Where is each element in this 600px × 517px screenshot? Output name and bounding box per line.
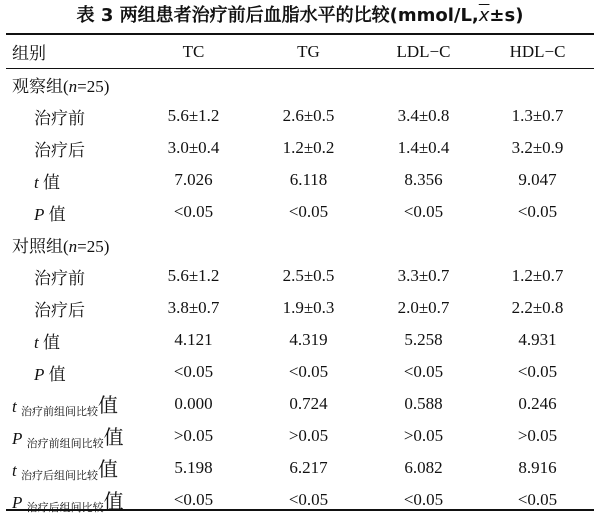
group-label-text: 观察组( [12, 76, 69, 96]
cell-tc: 4.121 [174, 330, 213, 349]
row-label [6, 356, 136, 388]
cell-tg: 6.217 [289, 458, 328, 477]
row-label-word: 值 [38, 172, 60, 192]
cell-tc: 3.8±0.7 [167, 298, 220, 317]
cell-ldl: 3.4±0.8 [397, 106, 450, 125]
header-group: 组别 [12, 44, 46, 63]
comparison-label [6, 420, 136, 452]
row-label: 治疗后 [34, 140, 85, 160]
header-tc: TC [182, 41, 205, 61]
comparison-symbol: t [12, 397, 17, 416]
comparison-subscript: 治疗后组间比较 [20, 470, 98, 482]
comparison-row [6, 484, 594, 516]
group-label-n: n [68, 76, 78, 96]
row-label [6, 324, 136, 356]
cell-tg: <0.05 [288, 202, 329, 221]
table-row [6, 292, 594, 324]
cell-hdl: 9.047 [518, 170, 557, 189]
row-label: 治疗前 [34, 268, 85, 288]
group-label-control [6, 228, 594, 260]
table-row [6, 100, 594, 132]
row-label-word: 值 [38, 332, 60, 352]
header-ldl: LDL−C [396, 41, 451, 61]
table-row [6, 260, 594, 292]
cell-tc: 3.0±0.4 [167, 138, 220, 157]
cell-ldl: <0.05 [403, 490, 444, 509]
cell-tg: 2.5±0.5 [282, 266, 335, 285]
cell-ldl: 0.588 [404, 394, 443, 413]
cell-tc: 5.6±1.2 [167, 106, 220, 125]
cell-hdl: 8.916 [518, 458, 557, 477]
comparison-symbol: P [12, 493, 23, 512]
table-row [6, 132, 594, 164]
cell-tc: 5.198 [174, 458, 213, 477]
group-label-count: =25) [77, 236, 110, 256]
cell-tc: 0.000 [174, 394, 213, 413]
cell-tg: 1.2±0.2 [282, 138, 335, 157]
cell-tg: 6.118 [289, 170, 328, 189]
row-label: 治疗前 [34, 108, 85, 128]
cell-hdl: 1.3±0.7 [511, 106, 564, 125]
group-label-n: n [68, 236, 78, 256]
cell-ldl: 8.356 [404, 170, 443, 189]
cell-ldl: <0.05 [403, 202, 444, 221]
header-row [6, 35, 594, 68]
row-label: 治疗后 [34, 300, 85, 320]
cell-tc: 7.026 [174, 170, 213, 189]
cell-ldl: 1.4±0.4 [397, 138, 450, 157]
cell-tg: 2.6±0.5 [282, 106, 335, 125]
comparison-symbol: P [12, 429, 23, 448]
group-row-control [6, 228, 594, 260]
comparison-word: 值 [97, 459, 118, 481]
row-label-symbol: t [34, 172, 39, 192]
cell-tg: 1.9±0.3 [282, 298, 335, 317]
title-suffix: ±s) [489, 5, 524, 26]
table-title [0, 0, 600, 32]
cell-tc: >0.05 [173, 426, 214, 445]
cell-hdl: >0.05 [517, 426, 558, 445]
title-prefix: 表 3 两组患者治疗前后血脂水平的比较(mmol/L, [76, 5, 479, 26]
row-label-symbol: P [34, 204, 45, 224]
comparison-word: 值 [103, 427, 124, 449]
header-hdl: HDL−C [509, 41, 566, 61]
lipid-comparison-table [6, 35, 594, 516]
cell-ldl: <0.05 [403, 362, 444, 381]
cell-tg: <0.05 [288, 490, 329, 509]
cell-tc: 5.6±1.2 [167, 266, 220, 285]
cell-hdl: 2.2±0.8 [511, 298, 564, 317]
table-row [6, 196, 594, 228]
cell-tc: <0.05 [173, 362, 214, 381]
cell-tg: 4.319 [289, 330, 328, 349]
comparison-subscript: 治疗前组间比较 [26, 438, 104, 450]
comparison-label [6, 484, 136, 516]
row-label-word: 值 [44, 204, 66, 224]
cell-ldl: 3.3±0.7 [397, 266, 450, 285]
comparison-symbol: t [12, 461, 17, 480]
cell-tc: <0.05 [173, 202, 214, 221]
comparison-row [6, 452, 594, 484]
cell-hdl: 3.2±0.9 [511, 138, 564, 157]
cell-hdl: <0.05 [517, 490, 558, 509]
comparison-row [6, 388, 594, 420]
cell-hdl: 0.246 [518, 394, 557, 413]
title-xbar: $\overline{x}$ [478, 5, 490, 26]
table-row [6, 324, 594, 356]
cell-hdl: <0.05 [517, 202, 558, 221]
cell-ldl: >0.05 [403, 426, 444, 445]
row-label-word: 值 [44, 364, 66, 384]
comparison-subscript: 治疗前组间比较 [20, 406, 98, 418]
row-label-symbol: t [34, 332, 39, 352]
group-label-observation [6, 68, 594, 100]
row-label [6, 196, 136, 228]
comparison-subscript: 治疗后组间比较 [26, 502, 104, 514]
group-label-count: =25) [77, 76, 110, 96]
cell-ldl: 2.0±0.7 [397, 298, 450, 317]
comparison-word: 值 [97, 395, 118, 417]
comparison-label [6, 388, 136, 420]
cell-tg: <0.05 [288, 362, 329, 381]
cell-ldl: 6.082 [404, 458, 443, 477]
comparison-label [6, 452, 136, 484]
row-label [6, 164, 136, 196]
header-tg: TG [297, 41, 320, 61]
cell-tc: <0.05 [173, 490, 214, 509]
cell-hdl: 4.931 [518, 330, 557, 349]
row-label-symbol: P [34, 364, 45, 384]
comparison-row [6, 420, 594, 452]
cell-hdl: <0.05 [517, 362, 558, 381]
cell-ldl: 5.258 [404, 330, 443, 349]
cell-tg: 0.724 [289, 394, 328, 413]
table-row [6, 356, 594, 388]
cell-hdl: 1.2±0.7 [511, 266, 564, 285]
table-row [6, 164, 594, 196]
cell-tg: >0.05 [288, 426, 329, 445]
group-row-observation [6, 68, 594, 100]
group-label-text: 对照组( [12, 236, 69, 256]
comparison-word: 值 [103, 491, 124, 513]
